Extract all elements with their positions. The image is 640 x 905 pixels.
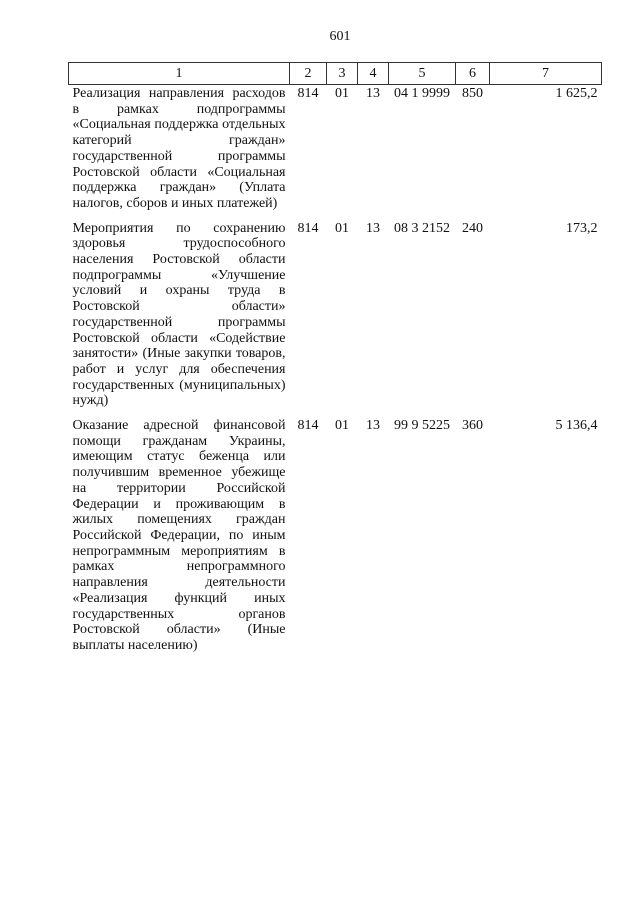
- row-ministry-code: 814: [297, 418, 319, 434]
- row-description: Оказание адресной финансовой помощи гражданам Украины, имеющим статус беженца или получившим временное убежище на территории Российской Федерации и проживающим в жилых помещениях граждан Российской Федерации, по иным непрограммным мероприятиям в рамках непрограммного направления деятельности «Реализация функций иных государственных органов Ростовской области» (Иные выплаты населению): [72, 418, 286, 653]
- row-description: Мероприятия по сохранению здоровья трудоспособного населения Ростовской области подпрограммы «Улучшение условий и охраны труда в Ростовской области» государственной программы Ростовской области «Содействие занятости» (Иные закупки товаров, работ и услуг для обеспечения государственных (муниципальных) нужд): [72, 220, 286, 409]
- row-expense-type-code: 240: [462, 220, 483, 236]
- row-amount: 1 625,2: [555, 86, 598, 101]
- row-target-code: 99 9 5225: [394, 418, 450, 434]
- header-row: [69, 63, 602, 85]
- row-expense-type-code: 850: [462, 86, 483, 101]
- row-subsection-code: 13: [366, 86, 380, 101]
- column-header: 1: [69, 63, 290, 85]
- row-ministry-code: 814: [297, 220, 319, 236]
- row-expense-type-code: 360: [462, 418, 483, 434]
- table-row: [69, 417, 602, 662]
- row-subsection-code: 13: [366, 418, 380, 434]
- column-header: 7: [490, 63, 602, 85]
- row-section-code: 01: [335, 418, 349, 434]
- page-number: 601: [329, 29, 351, 44]
- row-target-code: 04 1 9999: [394, 86, 450, 101]
- row-ministry-code: 814: [297, 86, 319, 101]
- row-section-code: 01: [335, 86, 349, 101]
- row-section-code: 01: [335, 220, 349, 236]
- table-body: [69, 85, 602, 662]
- column-header: 6: [456, 63, 490, 85]
- table-header: [69, 63, 602, 85]
- budget-table: [68, 62, 602, 662]
- row-amount: 5 136,4: [555, 418, 598, 434]
- column-header: 3: [327, 63, 358, 85]
- row-subsection-code: 13: [366, 220, 380, 236]
- row-amount: 173,2: [566, 220, 598, 236]
- table-row: [69, 220, 602, 417]
- column-header: 5: [389, 63, 456, 85]
- row-description: Реализация направления расходов в рамках подпрограммы «Социальная поддержка отдельных категорий граждан» государственной программы Ростовской области «Социальная поддержка граждан» (Уплата налогов, сборов и иных платежей): [72, 86, 286, 211]
- row-target-code: 08 3 2152: [394, 220, 450, 236]
- column-header: 2: [290, 63, 327, 85]
- table-row: [69, 85, 602, 220]
- column-header: 4: [358, 63, 389, 85]
